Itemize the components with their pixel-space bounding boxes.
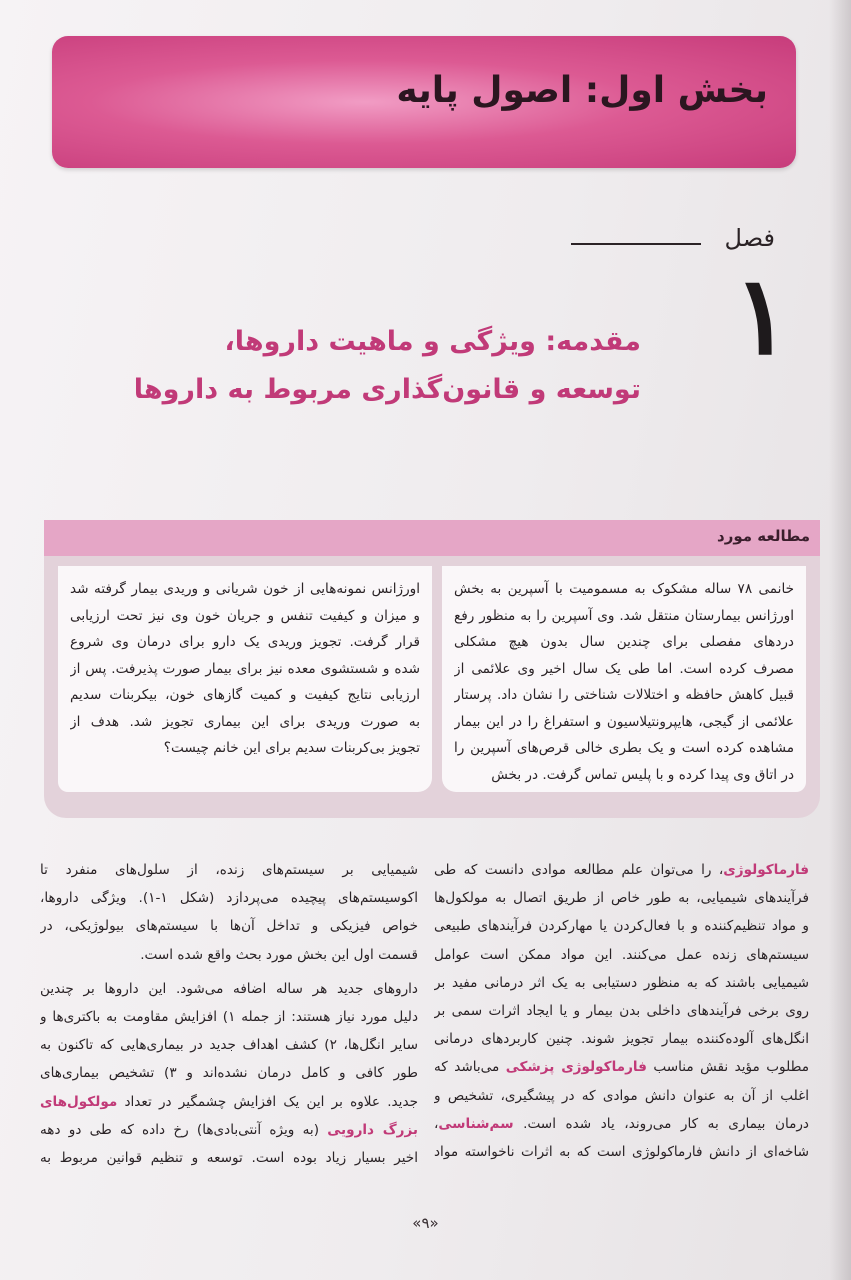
case-study-line: شده و شستشوی معده نیز برای بیمار صورت پذیرفت. پس از xyxy=(70,660,420,677)
text-run: طور کافی و کامل درمان نشده‌اند و ۳) تشخیص بیماری‌های xyxy=(40,1065,418,1082)
case-study-line: اورژانس بیمارستان منتقل شد. وی آسپرین را به منظور رفع xyxy=(454,607,794,624)
text-run: انگل‌های آلوده‌کننده بیمار تجویز شوند. چنین کاربردهای درمانی xyxy=(434,1031,809,1048)
case-study-line: اورژانس نمونه‌هایی از خون شریانی و وریدی بیمار گرفته شد xyxy=(70,581,420,597)
text-run: (به ویژه آنتی‌بادی‌ها) رخ داده که طی دو دهه xyxy=(40,1121,328,1138)
paragraph-line xyxy=(40,941,418,969)
paragraph-line xyxy=(434,1110,809,1138)
case-study-line: قبیل کاهش حافظه و اختلالات شناختی را نشان داد. پرستار xyxy=(454,687,794,703)
page-binding-shadow xyxy=(829,0,851,1280)
text-run: داروهای جدید هر ساله اضافه می‌شود. این داروها بر چندین xyxy=(40,980,418,997)
text-run: دلیل مورد نیاز هستند: از جمله ۱) افزایش مقاومت به باکتری‌ها و xyxy=(40,1008,418,1025)
case-study-box xyxy=(44,556,820,818)
paragraph-line xyxy=(40,1059,418,1087)
paragraph-line xyxy=(434,1138,809,1166)
paragraph-line xyxy=(40,1144,418,1172)
paragraph-line xyxy=(434,941,809,969)
paragraph-line xyxy=(434,856,809,884)
case-study-line: دردهای مفصلی برای چندین سال بدون هیچ مشکلی xyxy=(454,634,794,650)
case-study-line: ارزیابی نتایج کیفیت و کمیت گازهای خون، بیکربنات سدیم xyxy=(70,687,420,703)
text-run: می‌باشد که xyxy=(434,1059,506,1076)
text-run: ، xyxy=(434,1115,439,1132)
paragraph-line xyxy=(434,969,809,997)
highlighted-term: فارماکولوژی پزشکی xyxy=(505,1059,647,1076)
case-study-line: مصرف کرده است. اما طی یک سال اخیر وی علائمی از xyxy=(454,660,794,677)
section-title: بخش اول: اصول پایه xyxy=(396,70,768,111)
paragraph-line xyxy=(434,912,809,940)
text-run: ، را می‌توان علم مطالعه موادی دانست که طی xyxy=(434,862,724,878)
paragraph-line xyxy=(434,1025,809,1053)
text-run: اغلب از آن به عنوان دانش موادی که در پیشگیری، تشخیص و xyxy=(434,1087,809,1104)
paragraph-line xyxy=(40,1031,418,1059)
paragraph-line xyxy=(40,1088,418,1116)
paragraph-line xyxy=(40,1116,418,1144)
body-left-column xyxy=(40,856,418,1172)
text-run: فرآیندهای شیمیایی، به طور خاص از طریق اتصال به مولکول‌ها xyxy=(434,890,809,907)
text-run: شیمیایی بر سیستم‌های زنده، از سلول‌های منفرد تا xyxy=(40,862,418,878)
page-number: «۹» xyxy=(412,1214,439,1232)
text-run: و مواد تنظیم‌کننده و با فعال‌کردن یا مهارکردن فرآیندهای طبیعی xyxy=(434,918,809,935)
text-run: شیمیایی باشند که به منظور دستیابی به یک اثر درمانی مفید بر xyxy=(434,974,809,991)
chapter-label-underline xyxy=(571,243,701,245)
case-study-title: مطالعه مورد xyxy=(717,527,810,545)
case-study-line: تجویز بی‌کربنات سدیم برای این خانم چیست؟ xyxy=(163,740,420,756)
text-run: روی برخی فرآیندهای داخلی بدن بیمار و یا ایجاد اثرات سمی بر xyxy=(434,1002,809,1019)
paragraph-line xyxy=(434,884,809,912)
case-study-left-column xyxy=(58,566,432,792)
text-run: خواص فیزیکی و تداخل آن‌ها با سیستم‌های بیولوژیکی، در xyxy=(40,918,418,935)
section-banner xyxy=(52,36,796,168)
paragraph-line xyxy=(40,856,418,884)
paragraph-line xyxy=(434,1053,809,1081)
case-study-line: و میزان و کیفیت تنفس و جریان خون وی نیز تحت ارزیابی xyxy=(70,607,420,624)
text-run: قسمت اول این بخش مورد بحث واقع شده است. xyxy=(140,946,418,963)
case-study-line: علائمی از گیجی، هایپرونتیلاسیون و استفراغ را در این بیمار xyxy=(454,713,794,730)
paragraph-line xyxy=(434,997,809,1025)
highlighted-term: فارماکولوژی xyxy=(723,862,809,878)
highlighted-term: مولکول‌های xyxy=(40,1093,118,1110)
paragraph-line xyxy=(40,912,418,940)
case-study-right-column xyxy=(442,566,806,792)
chapter-number: ۱ xyxy=(732,253,791,379)
chapter-label: فصل xyxy=(724,224,775,252)
body-right-column xyxy=(434,856,809,1166)
text-run: مطلوب مؤید نقش مناسب xyxy=(646,1059,809,1076)
text-run: درمان بیماری به کار می‌روند، یاد شده است. xyxy=(513,1115,809,1132)
highlighted-term: سم‌شناسی xyxy=(438,1115,514,1132)
text-run: اخیر بسیار زیاد بوده است. توسعه و تنظیم قوانین مربوط به xyxy=(40,1149,418,1166)
paragraph-line xyxy=(434,1082,809,1110)
case-study-line: قرار گرفت. تجویز وریدی یک دارو برای درمان وی شروع xyxy=(70,634,420,650)
paragraph-line xyxy=(40,884,418,912)
case-study-line: خانمی ۷۸ ساله مشکوک به مسمومیت با آسپرین به بخش xyxy=(454,581,794,597)
paragraph-line xyxy=(40,975,418,1003)
text-run: سیستم‌های زنده عمل می‌کنند. این مواد ممکن است عوامل xyxy=(434,946,809,963)
text-run: سایر انگل‌ها، ۲) کشف اهداف جدید در بیماری‌هایی که تاکنون به xyxy=(40,1037,418,1054)
case-study-header xyxy=(44,520,820,556)
text-run: شاخه‌ای از دانش فارماکولوژی است که به اثرات ناخواسته مواد xyxy=(434,1143,809,1160)
text-run: جدید. علاوه بر این یک افزایش چشمگیر در تعداد xyxy=(117,1093,418,1110)
chapter-title-line-2: توسعه و قانون‌گذاری مربوط به داروها xyxy=(133,374,641,405)
case-study-line: به صورت وریدی برای این بیماری تجویز شد. هدف از xyxy=(70,713,420,730)
highlighted-term: بزرگ دارویی xyxy=(327,1121,418,1138)
chapter-title-line-1: مقدمه: ویژگی و ماهیت داروها، xyxy=(224,326,641,357)
text-run: اکوسیستم‌های پیچیده می‌پردازد (شکل ۱-۱). ویژگی داروها، xyxy=(40,890,418,907)
case-study-line: مشاهده کرده است و یک بطری خالی قرص‌های آسپرین را xyxy=(454,740,794,756)
paragraph-line xyxy=(40,1003,418,1031)
case-study-line: در اتاق وی پیدا کرده و با پلیس تماس گرفت. در بخش xyxy=(491,766,794,783)
